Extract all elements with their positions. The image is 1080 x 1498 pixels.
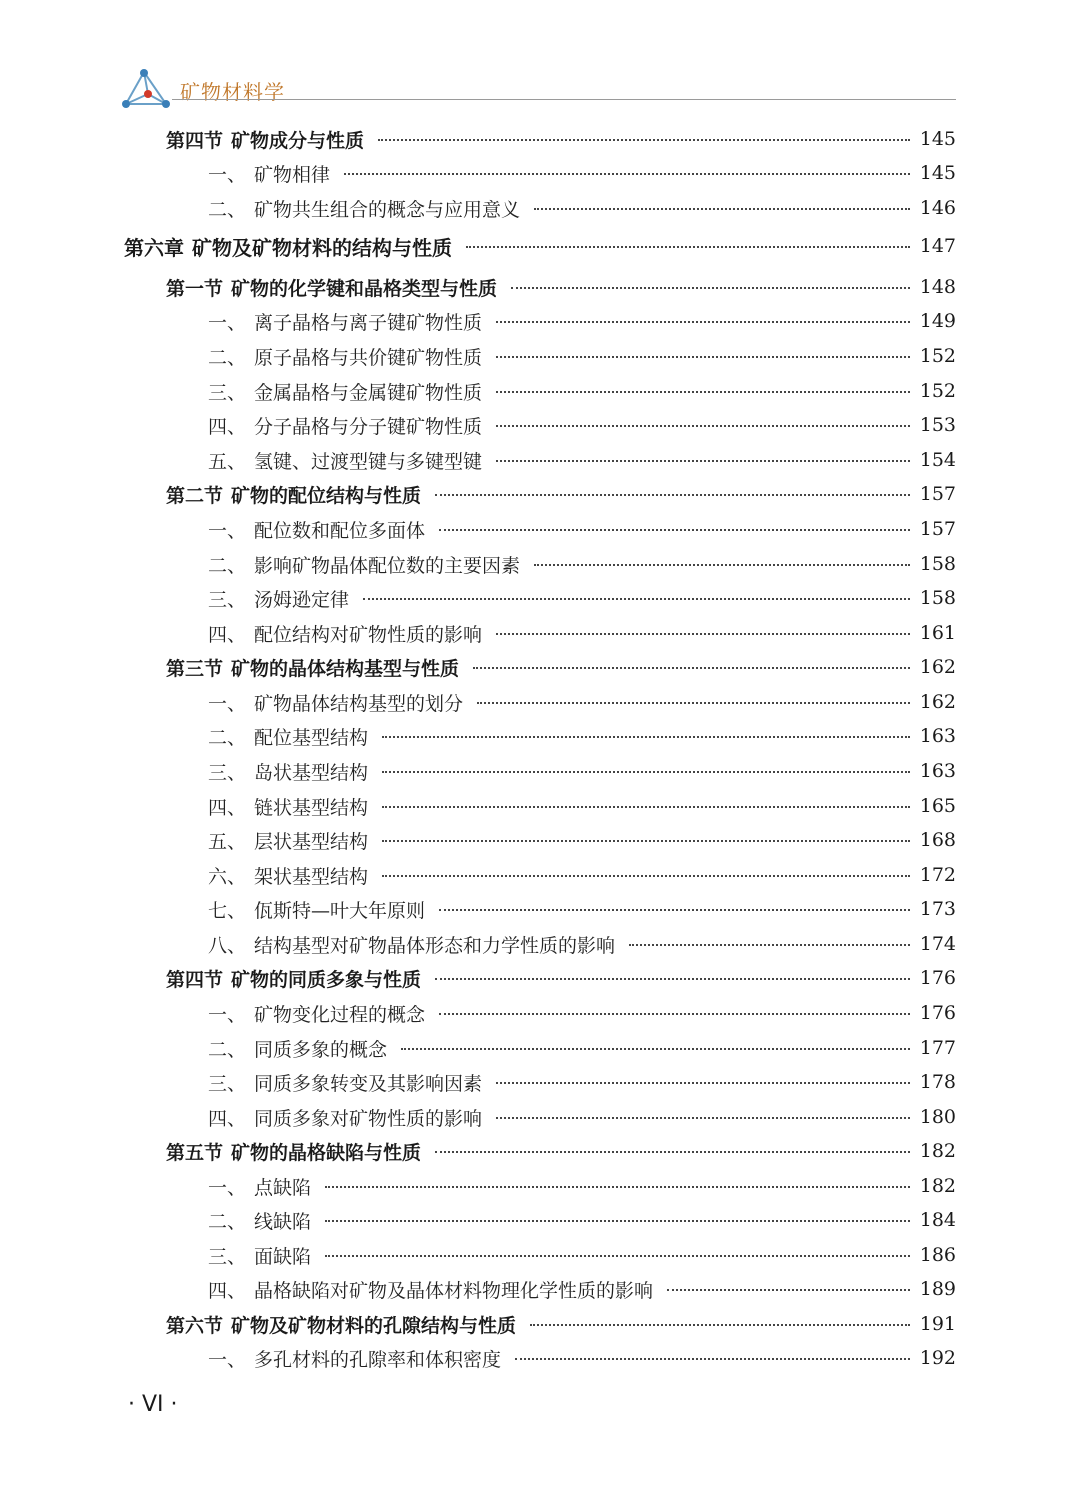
toc-entry-label (166, 965, 421, 992)
toc-entry-label (208, 195, 520, 222)
toc-subsection-row (208, 1065, 956, 1099)
toc-entry-label (166, 654, 459, 681)
toc-entry-label (208, 793, 368, 820)
toc-subsection-row (208, 754, 956, 788)
toc-entry-title: 矿物成分与性质 (231, 129, 365, 152)
toc-page-number: 157 (919, 483, 956, 505)
toc-entry-title: 矿物晶体结构基型的划分 (254, 692, 464, 715)
toc-entry-title: 同质多象转变及其影响因素 (254, 1072, 483, 1095)
toc-entry-number: 第二节 (166, 484, 224, 507)
toc-entry-number: 三、 (208, 1245, 247, 1268)
toc-section-row (166, 270, 956, 304)
dot-leader (435, 1151, 910, 1153)
toc-subsection-row (208, 789, 956, 823)
toc-entry-number: 三、 (208, 1072, 247, 1095)
toc-entry-number: 四、 (208, 415, 247, 438)
toc-page-number: 176 (919, 967, 956, 989)
toc-entry-title: 配位基型结构 (254, 726, 369, 749)
toc-page-number: 180 (919, 1106, 956, 1128)
dot-leader (496, 633, 910, 635)
dot-leader (325, 1255, 910, 1257)
toc-entry-label (208, 758, 368, 785)
toc-subsection-row (208, 685, 956, 719)
toc-page-number: 162 (919, 691, 956, 713)
toc-entry-title: 链状基型结构 (254, 796, 369, 819)
dot-leader (382, 806, 910, 808)
toc-entry-number: 一、 (208, 311, 247, 334)
toc-entry-title: 面缺陷 (254, 1245, 312, 1268)
toc-page-number: 152 (919, 380, 956, 402)
dot-leader (530, 1324, 910, 1326)
toc-page-number: 163 (919, 760, 956, 782)
toc-page-number: 186 (919, 1244, 956, 1266)
toc-entry-label (208, 585, 349, 612)
toc-subsection-row (208, 1341, 956, 1375)
toc-page-number: 161 (919, 622, 956, 644)
crystal-logo-icon (122, 68, 170, 110)
toc-entry-number: 七、 (208, 899, 247, 922)
toc-subsection-row (208, 191, 956, 225)
toc-entry-title: 分子晶格与分子键矿物性质 (254, 415, 483, 438)
toc-entry-label (208, 343, 482, 370)
toc-entry-title: 同质多象的概念 (254, 1038, 388, 1061)
toc-page-number: 168 (919, 829, 956, 851)
toc-entry-number: 二、 (208, 198, 247, 221)
toc-entry-label (208, 896, 425, 923)
toc-entry-title: 矿物相律 (254, 163, 331, 186)
toc-subsection-row (208, 1272, 956, 1306)
toc-entry-number: 四、 (208, 1279, 247, 1302)
toc-entry-number: 一、 (208, 1348, 247, 1371)
toc-page-number: 153 (919, 414, 956, 436)
toc-subsection-row (208, 339, 956, 373)
dot-leader (439, 1013, 910, 1015)
toc-entry-label (208, 308, 482, 335)
dot-leader (382, 875, 910, 877)
toc-entry-label (208, 378, 482, 405)
toc-subsection-row (208, 1031, 956, 1065)
dot-leader (435, 978, 910, 980)
toc-subsection-row (208, 443, 956, 477)
toc-chapter-row (124, 229, 956, 263)
dot-leader (496, 321, 910, 323)
toc-entry-label (166, 1138, 421, 1165)
toc-page-number: 163 (919, 725, 956, 747)
toc-entry-title: 矿物的配位结构与性质 (231, 484, 422, 507)
toc-subsection-row (208, 304, 956, 338)
toc-subsection-row (208, 408, 956, 442)
toc-entry-number: 二、 (208, 554, 247, 577)
dot-leader (382, 736, 910, 738)
toc-entry-label (208, 1207, 311, 1234)
toc-section-row (166, 1307, 956, 1341)
dot-leader (325, 1220, 910, 1222)
dot-leader (496, 356, 910, 358)
page-number: · VI · (128, 1392, 178, 1417)
toc-entry-number: 一、 (208, 692, 247, 715)
toc-subsection-row (208, 719, 956, 753)
toc-subsection-row (208, 1169, 956, 1203)
toc-subsection-row (208, 512, 956, 546)
toc-page-number: 184 (919, 1209, 956, 1231)
toc-entry-label (166, 126, 364, 153)
toc-entry-title: 线缺陷 (254, 1210, 312, 1233)
toc-entry-title: 架状基型结构 (254, 865, 369, 888)
dot-leader (473, 667, 910, 669)
toc-entry-title: 金属晶格与金属键矿物性质 (254, 381, 483, 404)
dot-leader (511, 287, 910, 289)
dot-leader (629, 944, 910, 946)
toc-entry-label (208, 862, 368, 889)
dot-leader (382, 840, 910, 842)
running-header (122, 68, 956, 108)
dot-leader (325, 1186, 910, 1188)
toc-page-number: 145 (919, 128, 956, 150)
toc-entry-title: 矿物的化学键和晶格类型与性质 (231, 277, 498, 300)
toc-entry-title: 结构基型对矿物晶体形态和力学性质的影响 (254, 934, 616, 957)
dot-leader (466, 246, 910, 248)
toc-entry-number: 第四节 (166, 968, 224, 991)
toc-entry-title: 氢键、过渡型键与多键型键 (254, 450, 483, 473)
toc-entry-label (208, 516, 425, 543)
toc-section-row (166, 477, 956, 511)
toc-entry-number: 第一节 (166, 277, 224, 300)
toc-entry-number: 二、 (208, 1210, 247, 1233)
toc-section-row (166, 1134, 956, 1168)
toc-page-number: 191 (919, 1313, 956, 1335)
toc-entry-number: 五、 (208, 450, 247, 473)
toc-subsection-row (208, 1203, 956, 1237)
toc-entry-number: 第六节 (166, 1314, 224, 1337)
toc-entry-number: 第六章 (124, 235, 184, 260)
dot-leader (496, 425, 910, 427)
toc-section-row (166, 650, 956, 684)
toc-entry-number: 一、 (208, 163, 247, 186)
dot-leader (344, 173, 910, 175)
toc-page-number: 172 (919, 864, 956, 886)
toc-subsection-row (208, 547, 956, 581)
toc-entry-title: 佤斯特—叶大年原则 (254, 899, 426, 922)
toc-page-number: 165 (919, 795, 956, 817)
toc-page-number: 158 (919, 587, 956, 609)
toc-entry-title: 矿物及矿物材料的结构与性质 (192, 235, 452, 260)
toc-entry-title: 晶格缺陷对矿物及晶体材料物理化学性质的影响 (254, 1279, 654, 1302)
dot-leader (496, 1117, 910, 1119)
toc-entry-number: 二、 (208, 346, 247, 369)
toc-section-row (166, 961, 956, 995)
toc-entry-title: 矿物的同质多象与性质 (231, 968, 422, 991)
toc-page-number: 174 (919, 933, 956, 955)
dot-leader (378, 139, 910, 141)
toc-entry-title: 同质多象对矿物性质的影响 (254, 1107, 483, 1130)
toc-entry-label (208, 1345, 501, 1372)
toc-page-number: 145 (919, 162, 956, 184)
toc-page-number: 178 (919, 1071, 956, 1093)
toc-subsection-row (208, 823, 956, 857)
toc-subsection-row (208, 927, 956, 961)
toc-entry-number: 五、 (208, 830, 247, 853)
toc-entry-title: 岛状基型结构 (254, 761, 369, 784)
dot-leader (667, 1289, 910, 1291)
dot-leader (401, 1048, 910, 1050)
toc-subsection-row (208, 616, 956, 650)
toc-entry-label (208, 620, 482, 647)
toc-entry-number: 四、 (208, 796, 247, 819)
dot-leader (439, 909, 910, 911)
dot-leader (435, 494, 910, 496)
toc-entry-title: 矿物的晶体结构基型与性质 (231, 657, 460, 680)
toc-subsection-row (208, 1238, 956, 1272)
toc-entry-title: 矿物变化过程的概念 (254, 1003, 426, 1026)
toc-page-number: 152 (919, 345, 956, 367)
toc-entry-number: 一、 (208, 519, 247, 542)
toc-entry-number: 三、 (208, 588, 247, 611)
toc-page-number: 177 (919, 1037, 956, 1059)
toc-page-number: 148 (919, 276, 956, 298)
book-title: 矿物材料学 (180, 80, 285, 104)
toc-entry-label (208, 1276, 653, 1303)
toc-entry-label (208, 412, 482, 439)
toc-entry-title: 配位数和配位多面体 (254, 519, 426, 542)
toc-entry-title: 点缺陷 (254, 1176, 312, 1199)
dot-leader (363, 598, 910, 600)
toc-entry-label (166, 481, 421, 508)
toc-entry-number: 二、 (208, 1038, 247, 1061)
toc-entry-number: 第三节 (166, 657, 224, 680)
toc-entry-number: 八、 (208, 934, 247, 957)
toc-entry-label (208, 827, 368, 854)
dot-leader (477, 702, 910, 704)
toc-section-row (166, 122, 956, 156)
toc-page-number: 182 (919, 1175, 956, 1197)
toc-entry-label (208, 1000, 425, 1027)
toc-page-number: 147 (919, 235, 956, 257)
toc-page-number: 182 (919, 1140, 956, 1162)
dot-leader (496, 460, 910, 462)
dot-leader (534, 564, 910, 566)
toc-page-number: 157 (919, 518, 956, 540)
toc-entry-label (208, 1069, 482, 1096)
dot-leader (382, 771, 910, 773)
toc-entry-number: 四、 (208, 623, 247, 646)
toc-entry-label (208, 551, 520, 578)
dot-leader (496, 391, 910, 393)
toc-entry-number: 第五节 (166, 1141, 224, 1164)
toc-entry-title: 离子晶格与离子键矿物性质 (254, 311, 483, 334)
toc-subsection-row (208, 1100, 956, 1134)
toc-entry-label (208, 1104, 482, 1131)
toc-subsection-row (208, 156, 956, 190)
toc-entry-title: 原子晶格与共价键矿物性质 (254, 346, 483, 369)
toc-entry-label (208, 1173, 311, 1200)
toc-entry-number: 六、 (208, 865, 247, 888)
toc-entry-title: 配位结构对矿物性质的影响 (254, 623, 483, 646)
toc-page-number: 162 (919, 656, 956, 678)
toc-subsection-row (208, 374, 956, 408)
toc-subsection-row (208, 892, 956, 926)
toc-entry-number: 三、 (208, 381, 247, 404)
toc-entry-title: 影响矿物晶体配位数的主要因素 (254, 554, 521, 577)
toc-entry-label (166, 274, 497, 301)
toc-entry-label (208, 931, 615, 958)
dot-leader (515, 1358, 910, 1360)
toc-subsection-row (208, 996, 956, 1030)
toc-page-number: 189 (919, 1278, 956, 1300)
toc-page-number: 146 (919, 197, 956, 219)
toc-subsection-row (208, 581, 956, 615)
toc-entry-number: 四、 (208, 1107, 247, 1130)
toc-entry-title: 矿物及矿物材料的孔隙结构与性质 (231, 1314, 517, 1337)
toc-entry-number: 第四节 (166, 129, 224, 152)
toc-entry-label (208, 1242, 311, 1269)
toc-entry-title: 矿物的晶格缺陷与性质 (231, 1141, 422, 1164)
toc-entry-title: 矿物共生组合的概念与应用意义 (254, 198, 521, 221)
toc-page-number: 158 (919, 553, 956, 575)
toc-entry-label (166, 1311, 516, 1338)
toc-entry-number: 二、 (208, 726, 247, 749)
toc-entry-title: 层状基型结构 (254, 830, 369, 853)
toc-page-number: 176 (919, 1002, 956, 1024)
toc-entry-number: 一、 (208, 1003, 247, 1026)
toc-page-number: 154 (919, 449, 956, 471)
toc-page-number: 149 (919, 310, 956, 332)
dot-leader (439, 529, 910, 531)
toc-entry-label (208, 689, 463, 716)
toc-entry-label (208, 447, 482, 474)
toc-page-number: 192 (919, 1347, 956, 1369)
toc-entry-label (208, 1035, 387, 1062)
toc-entry-number: 一、 (208, 1176, 247, 1199)
toc-entry-label (208, 723, 368, 750)
dot-leader (496, 1082, 910, 1084)
toc-entry-number: 三、 (208, 761, 247, 784)
toc-subsection-row (208, 858, 956, 892)
toc-page-number: 173 (919, 898, 956, 920)
toc-entry-title: 多孔材料的孔隙率和体积密度 (254, 1348, 502, 1371)
header-rule (172, 99, 956, 100)
toc-entry-label (208, 160, 330, 187)
toc-entry-label (124, 232, 452, 261)
toc-entry-title: 汤姆逊定律 (254, 588, 350, 611)
dot-leader (534, 208, 910, 210)
